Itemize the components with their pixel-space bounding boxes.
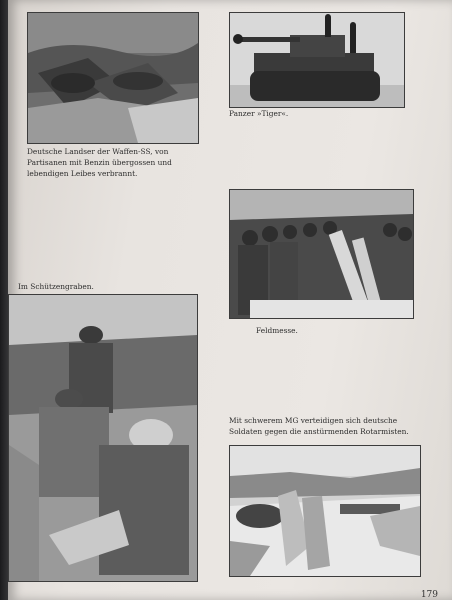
- caption-tiger: Panzer »Tiger«.: [229, 109, 289, 118]
- photo-burned-soldiers: [27, 12, 199, 144]
- caption-feldmesse: Feldmesse.: [256, 326, 298, 335]
- photo-mg-snow: [229, 445, 421, 577]
- photo-feldmesse: [229, 189, 414, 319]
- caption-burned-soldiers: Deutsche Landser der Waffen-SS, von Partisanen mit Benzin übergossen und lebendigen Leibes verbrannt.: [27, 147, 172, 178]
- caption-schuetzengraben: Im Schützengraben.: [18, 282, 94, 291]
- photo-schuetzengraben: [8, 294, 198, 582]
- photo-tiger-tank: [229, 12, 405, 108]
- page-number: 179: [420, 590, 438, 600]
- caption-mg: Mit schwerem MG verteidigen sich deutsche Soldaten gegen die anstürmenden Rotarmisten.: [229, 416, 409, 436]
